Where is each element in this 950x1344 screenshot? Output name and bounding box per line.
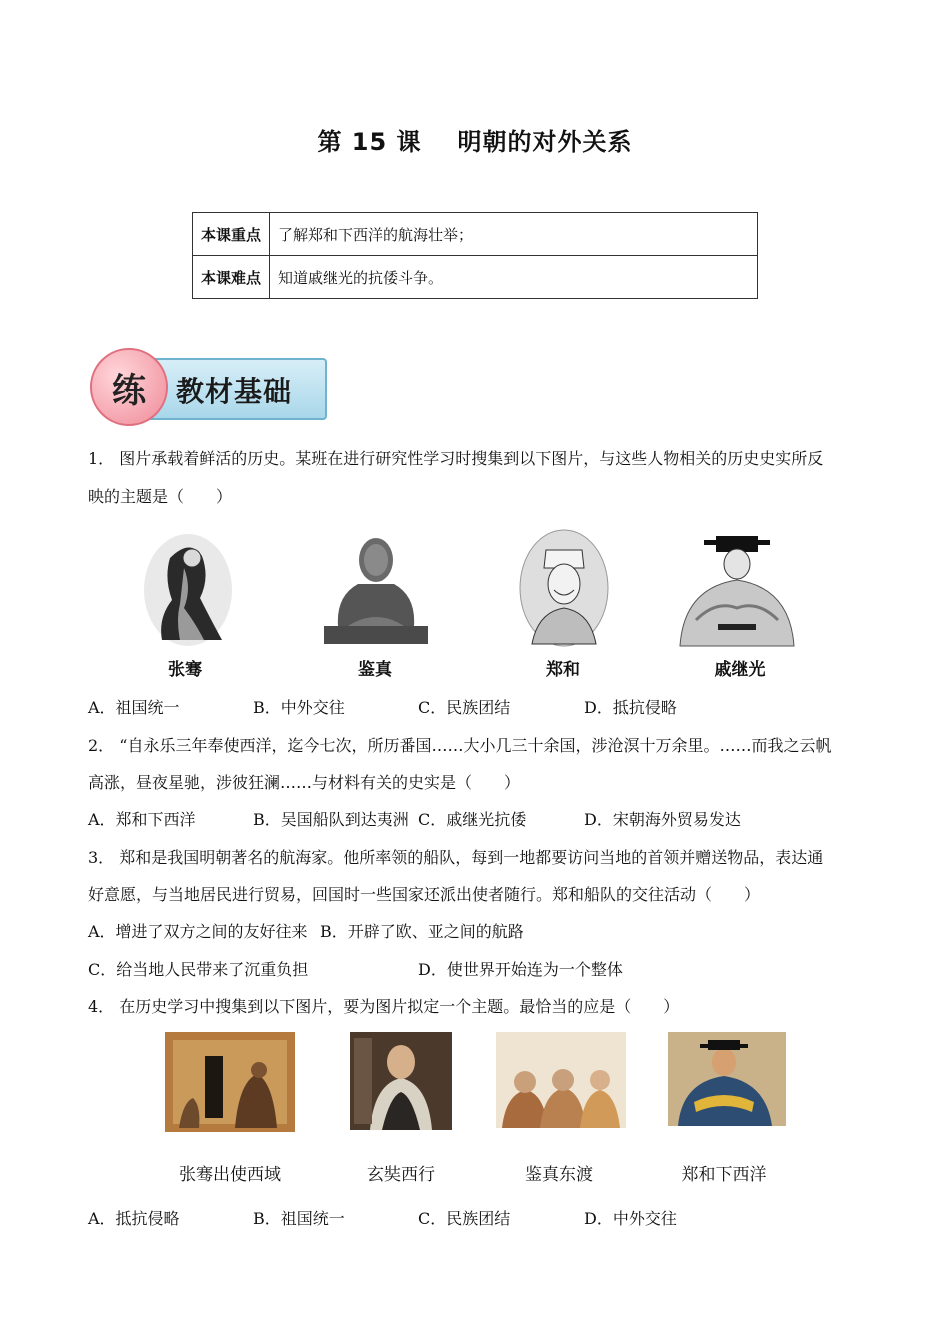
zheng-he-voyage-image [668, 1032, 786, 1126]
table-row [193, 213, 758, 256]
keypoint-label: 本课重点 [193, 213, 270, 256]
q4-option-c[interactable]: C．民族团结 [418, 1209, 511, 1228]
caption-xuanzang-west: 玄奘西行 [367, 1165, 435, 1185]
difficulty-label: 本课难点 [193, 256, 270, 299]
lesson-name: 明朝的对外关系 [457, 128, 633, 156]
q2-option-a[interactable]: A．郑和下西洋 [88, 810, 196, 829]
caption-jianzhen: 鉴真 [358, 660, 392, 680]
q4-option-a[interactable]: A．抵抗侵略 [88, 1209, 180, 1228]
caption-zhang-qian: 张骞 [168, 660, 202, 680]
q2-option-b[interactable]: B．吴国船队到达夷洲 [253, 810, 409, 829]
keypoints-table [192, 212, 758, 299]
banner-badge: 练 [90, 348, 168, 426]
q4-option-b[interactable]: B．祖国统一 [253, 1209, 345, 1228]
q3-stem-line2: 好意愿，与当地居民进行贸易，回国时一些国家还派出使者随行。郑和船队的交往活动（ ） [88, 885, 761, 904]
caption-qi-jiguang: 戚继光 [714, 660, 766, 680]
caption-zhang-qian-mission: 张骞出使西域 [179, 1165, 281, 1185]
section-banner [90, 348, 325, 424]
q3-option-b[interactable]: B．开辟了欧、亚之间的航路 [320, 922, 524, 941]
jianzhen-voyage-image [496, 1032, 626, 1128]
q1-option-d[interactable]: D．抵抗侵略 [584, 698, 677, 717]
table-row [193, 256, 758, 299]
q1-option-b[interactable]: B．中外交往 [253, 698, 345, 717]
q4-stem-line1: 4． 在历史学习中搜集到以下图片，要为图片拟定一个主题。最恰当的应是（ ） [88, 997, 680, 1016]
qi-jiguang-portrait [676, 524, 798, 648]
zhang-qian-portrait [140, 528, 236, 648]
q2-option-c[interactable]: C．戚继光抗倭 [418, 810, 527, 829]
jianzhen-statue [318, 526, 434, 648]
q1-stem-line1: 1． 图片承载着鲜活的历史。某班在进行研究性学习时搜集到以下图片，与这些人物相关的历史史实所反 [88, 449, 824, 468]
zhang-qian-mural-image [165, 1032, 295, 1132]
xuanzang-image [350, 1032, 452, 1130]
caption-zheng-he-voyage: 郑和下西洋 [681, 1165, 767, 1185]
q3-stem-line1: 3． 郑和是我国明朝著名的航海家。他所率领的船队，每到一地都要访问当地的首领并赠送物品，表达通 [88, 848, 824, 867]
q3-option-c[interactable]: C．给当地人民带来了沉重负担 [88, 960, 309, 979]
page-title [0, 122, 950, 157]
q4-option-d[interactable]: D．中外交往 [584, 1209, 677, 1228]
q1-stem-line2: 映的主题是（ ） [88, 487, 233, 506]
q2-option-d[interactable]: D．宋朝海外贸易发达 [584, 810, 741, 829]
q1-option-c[interactable]: C．民族团结 [418, 698, 511, 717]
keypoint-text: 了解郑和下西洋的航海壮举； [270, 213, 758, 256]
caption-jianzhen-east: 鉴真东渡 [525, 1165, 593, 1185]
banner-title: 教材基础 [176, 375, 293, 408]
q3-option-a[interactable]: A．增进了双方之间的友好往来 [88, 922, 308, 941]
caption-zheng-he: 郑和 [546, 660, 580, 680]
lesson-number: 第 15 课 [317, 128, 422, 156]
q1-option-a[interactable]: A．祖国统一 [88, 698, 180, 717]
q2-stem-line1: 2． “自永乐三年奉使西洋，迄今七次，所历番国……大小几三十余国，涉沧溟十万余里。……而我之云帆 [88, 736, 832, 755]
q3-option-d[interactable]: D．使世界开始连为一个整体 [418, 960, 623, 979]
difficulty-text: 知道戚继光的抗倭斗争。 [270, 256, 758, 299]
q2-stem-line2: 高涨，昼夜星驰，涉彼狂澜……与材料有关的史实是（ ） [88, 773, 521, 792]
zheng-he-portrait [518, 528, 610, 648]
